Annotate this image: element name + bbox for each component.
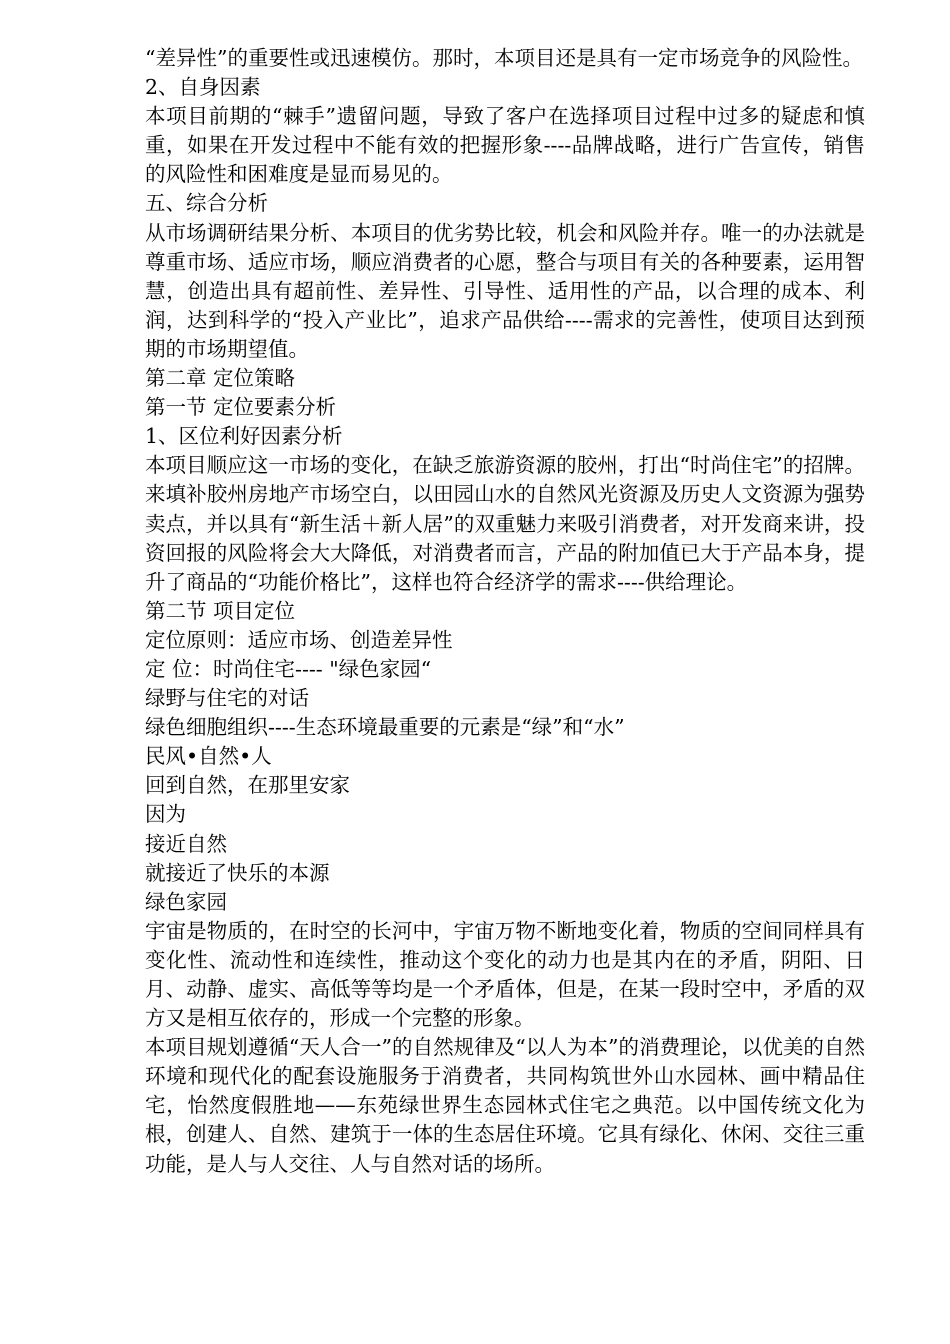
heading-section-two: 第二节 项目定位: [145, 598, 296, 623]
heading-comprehensive-analysis: 五、综合分析: [145, 191, 268, 216]
paragraph-location-factors: 本项目顺应这一市场的变化，在缺乏旅游资源的胶州，打出“时尚住宅”的招牌。来填补胶州房地产市场空白，以田园山水的自然风光资源及历史人文资源为强势卖点，并以具有“新生活＋新人居”的双重魅力来吸引消费者，对开发商来讲，投资回报的风险将会大大降低，对消费者而言，产品的附加值已大于产品本身，提升了商品的“功能价格比”，这样也符合经济学的需求----供给理论。: [145, 453, 865, 594]
line-slogan-because: 因为: [145, 802, 186, 827]
line-slogan-happiness: 就接近了快乐的本源: [145, 860, 330, 885]
line-positioning: 定 位：时尚住宅---- "绿色家园“: [145, 656, 432, 681]
line-slogan-green-home: 绿色家园: [145, 889, 227, 914]
line-slogan-dialogue: 绿野与住宅的对话: [145, 686, 309, 711]
paragraph-own-factors: 本项目前期的“棘手”遗留问题，导致了客户在选择项目过程中过多的疑虑和慎重，如果在开发过程中不能有效的把握形象----品牌战略，进行广告宣传，销售的风险性和困难度是显而易见的。: [145, 104, 865, 187]
paragraph-universe: 宇宙是物质的，在时空的长河中，宇宙万物不断地变化着，物质的空间同样具有变化性、流动性和连续性，推动这个变化的动力也是其内在的矛盾，阴阳、日月、动静、虚实、高低等等均是一个矛盾体，但是，在某一段时空中，矛盾的双方又是相互依存的，形成一个完整的形象。: [145, 918, 865, 1031]
line-slogan-green-cells: 绿色细胞组织----生态环境最重要的元素是“绿”和“水”: [145, 715, 625, 740]
paragraph-risk-continued: “差异性”的重要性或迅速模仿。那时，本项目还是具有一定市场竞争的风险性。: [145, 46, 863, 70]
line-slogan-close-nature: 接近自然: [145, 831, 227, 856]
paragraph-comprehensive-analysis: 从市场调研结果分析、本项目的优劣势比较，机会和风险并存。唯一的办法就是尊重市场、适应市场，顺应消费者的心愿，整合与项目有关的各种要素，运用智慧，创造出具有超前性、差异性、引导性、适用性的产品，以合理的成本、利润，达到科学的“投入产业比”，追求产品供给----需求的完善性，使项目达到预期的市场期望值。: [145, 220, 865, 361]
paragraph-planning: 本项目规划遵循“天人合一”的自然规律及“以人为本”的消费理论，以优美的自然环境和现代化的配套设施服务于消费者，共同构筑世外山水园林、画中精品住宅，怡然度假胜地——东苑绿世界生态园林式住宅之典范。以中国传统文化为根，创建人、自然、建筑于一体的生态居住环境。它具有绿化、休闲、交往三重功能，是人与人交往、人与自然对话的场所。: [145, 1035, 865, 1176]
line-slogan-folk-nature: 民风•自然•人: [145, 744, 272, 769]
document-page: [145, 44, 865, 1179]
heading-chapter-two: 第二章 定位策略: [145, 366, 296, 391]
line-positioning-principle: 定位原则：适应市场、创造差异性: [145, 627, 453, 652]
heading-section-one: 第一节 定位要素分析: [145, 395, 337, 420]
heading-location-factors: 1、区位利好因素分析: [145, 424, 343, 449]
heading-own-factors: 2、自身因素: [145, 75, 261, 100]
line-slogan-return: 回到自然，在那里安家: [145, 773, 350, 798]
